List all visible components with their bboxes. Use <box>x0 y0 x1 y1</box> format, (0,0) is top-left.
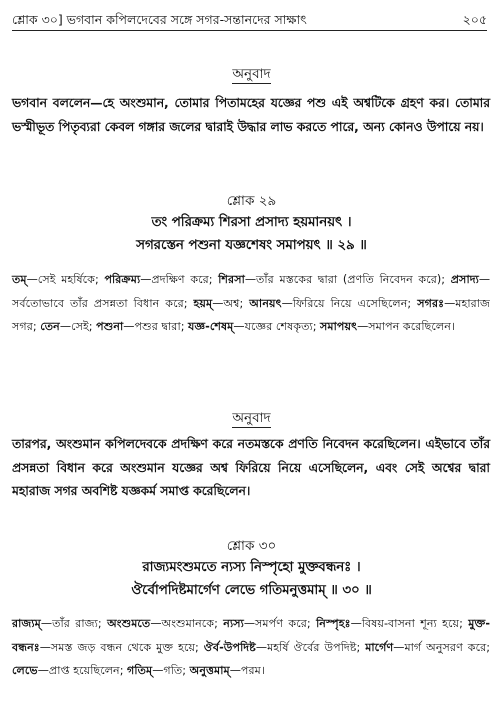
synonym-word: রাজ্যম্ <box>12 617 41 630</box>
verse-line: রাজ্যমংশুমতে ন্যস্য নিস্পৃহো মুক্তবন্ধনঃ । <box>142 560 361 575</box>
verse-text <box>0 211 503 257</box>
synonym-meaning: সেই মহর্ষিকে; <box>37 273 99 286</box>
synonym-word: শিরসা <box>218 273 245 286</box>
synonym-word: লেভে <box>12 664 38 677</box>
synonym-meaning: যজ্ঞের শেষকৃত্য; <box>244 320 317 333</box>
synonyms-paragraph: রাজ্যম্—তাঁর রাজ্য; অংশুমতে—অংশুমানকে; ন্যস্য—সমর্পণ করে; নিস্পৃহঃ—বিষয়-বাসনা শূন্য হয়ে; মুক্ত-বন্ধনঃ—সমস্ত জড় বন্ধন থেকে মুক্ত হয়ে; ঔর্ব-উপদিষ্ট—মহর্ষি ঔর্বের উপদিষ্ট; মার্গেণ—মার্গ অনুসরণ করে; লেভে—প্রাপ্ত হয়েছিলেন; গতিম্—গতি; অনুত্তমাম্—পরম। <box>12 617 491 677</box>
synonym-word: ঔর্ব-উপদিষ্ট <box>203 640 256 654</box>
header-rule <box>12 30 487 31</box>
verse-line: তং পরিক্রম্য শিরসা প্রসাদ্য হয়মানয়ৎ । <box>151 215 352 230</box>
verse-text <box>0 556 503 602</box>
synonym-word: যজ্ঞ-শেষম্ <box>188 320 234 333</box>
synonym-word: তেন <box>40 320 60 333</box>
synonym-meaning: ফিরিয়ে নিয়ে এসেছিলেন; <box>292 296 412 310</box>
translation-paragraph: তারপর, অংশুমান কপিলদেবকে প্রদক্ষিণ করে নতমস্তকে প্রণতি নিবেদন করেছিলেন। এইভাবে তাঁর প্রসন্নতা বিধান করে অংশুমান যজ্ঞের অশ্ব ফিরিয়ে নিয়ে এসেছিলেন, এবং সেই অশ্বের দ্বারা মহারাজ সগর অবশিষ্ট যজ্ঞকর্ম সমাপ্ত করেছিলেন। <box>12 437 490 498</box>
synonym-word: পরিক্রম্য <box>104 273 141 286</box>
synonym-meaning: গতি; <box>163 664 187 677</box>
synonym-meaning: বিষয়-বাসনা শূন্য হয়ে; <box>361 617 463 630</box>
synonym-word: হয়ম্ <box>193 296 213 310</box>
synonym-meaning: মার্গ অনুসরণ করে; <box>404 640 490 654</box>
synonym-meaning: মহর্ষি ঔর্বের উপদিষ্ট; <box>267 640 361 654</box>
synonym-meaning: সমস্ত জড় বন্ধন থেকে মুক্ত হয়ে; <box>50 640 199 654</box>
synonym-word: প্রসাদ্য <box>450 273 479 286</box>
verse-line: সগরস্তেন পশুনা যজ্ঞশেষং সমাপয়ৎ ॥ ২৯ ॥ <box>136 238 367 253</box>
synonym-meaning: অংশুমানকে; <box>161 617 218 630</box>
translation-heading: অনুবাদ <box>232 410 271 426</box>
verse-heading: শ্লোক ৩০ <box>226 538 277 554</box>
synonym-word: গতিম্ <box>127 664 153 677</box>
synonym-meaning: সমর্পণ করে; <box>255 617 311 630</box>
verse-heading: শ্লোক ২৯ <box>226 193 277 209</box>
synonym-word: মার্গেণ <box>365 640 394 654</box>
synonym-meaning: তাঁর রাজ্য; <box>52 617 102 630</box>
synonym-meaning: মহারাজ সগর; <box>12 296 490 333</box>
synonym-word: আনয়ৎ <box>249 296 282 310</box>
page-header <box>12 8 487 30</box>
synonym-word: তম্ <box>12 273 27 286</box>
synonym-meaning: পশুর দ্বারা; <box>134 320 185 333</box>
synonym-word: অনুত্তমাম্ <box>189 664 230 677</box>
synonym-word: ন্যস্য <box>223 617 244 630</box>
page-number: ২০৫ <box>462 12 487 27</box>
synonym-word: অংশুমতে <box>107 617 151 630</box>
synonym-meaning: অশ্ব; <box>223 296 244 310</box>
synonym-meaning: সেই; <box>71 320 93 333</box>
synonym-word: পশুনা <box>96 320 124 333</box>
synonym-meaning: প্রদক্ষিণ করে; <box>151 273 213 286</box>
synonym-meaning: সর্বতোভাবে তাঁর প্রসন্নতা বিধান করে; <box>12 296 188 310</box>
synonym-meaning: প্রাপ্ত হয়েছিলেন; <box>48 664 124 677</box>
synonym-word: সগরঃ <box>417 296 445 310</box>
synonym-meaning: তাঁর মস্তকের দ্বারা (প্রণতি নিবেদন করে); <box>256 273 446 286</box>
synonym-word: নিস্পৃহঃ <box>316 617 351 630</box>
translation-paragraph: ভগবান বললেন—হে অংশুমান, তোমার পিতামহের যজ্ঞের পশু এই অশ্বটিকে গ্রহণ কর। তোমার ভস্মীভূত পিতৃব্যরা কেবল গঙ্গার জলের দ্বারাই উদ্ধার লাভ করতে পারে, অন্য কোনও উপায়ে নয়। <box>12 96 490 134</box>
synonym-meaning: সমাপন করেছিলেন। <box>368 320 455 333</box>
synonym-meaning: পরম। <box>240 664 265 677</box>
synonyms-paragraph: তম্—সেই মহর্ষিকে; পরিক্রম্য—প্রদক্ষিণ করে; শিরসা—তাঁর মস্তকের দ্বারা (প্রণতি নিবেদন করে); প্রসাদ্য—সর্বতোভাবে তাঁর প্রসন্নতা বিধান করে; হয়ম্—অশ্ব; আনয়ৎ—ফিরিয়ে নিয়ে এসেছিলেন; সগরঃ—মহারাজ সগর; তেন—সেই; পশুনা—পশুর দ্বারা; যজ্ঞ-শেষম্—যজ্ঞের শেষকৃত্য; সমাপয়ৎ—সমাপন করেছিলেন। <box>12 273 490 333</box>
running-header: শ্লোক ৩০] ভগবান কপিলদেবের সঙ্গে সগর-সন্তানদের সাক্ষাৎ <box>12 12 307 27</box>
translation-heading: অনুবাদ <box>232 66 271 82</box>
synonym-word: সমাপয়ৎ <box>320 320 358 333</box>
synonym-word: মুক্ত-বন্ধনঃ <box>12 617 491 654</box>
verse-line: ঔর্বোপদিষ্টমার্গেণ লেভে গতিমনুত্তমাম্ ॥ ৩০ ॥ <box>131 583 372 598</box>
